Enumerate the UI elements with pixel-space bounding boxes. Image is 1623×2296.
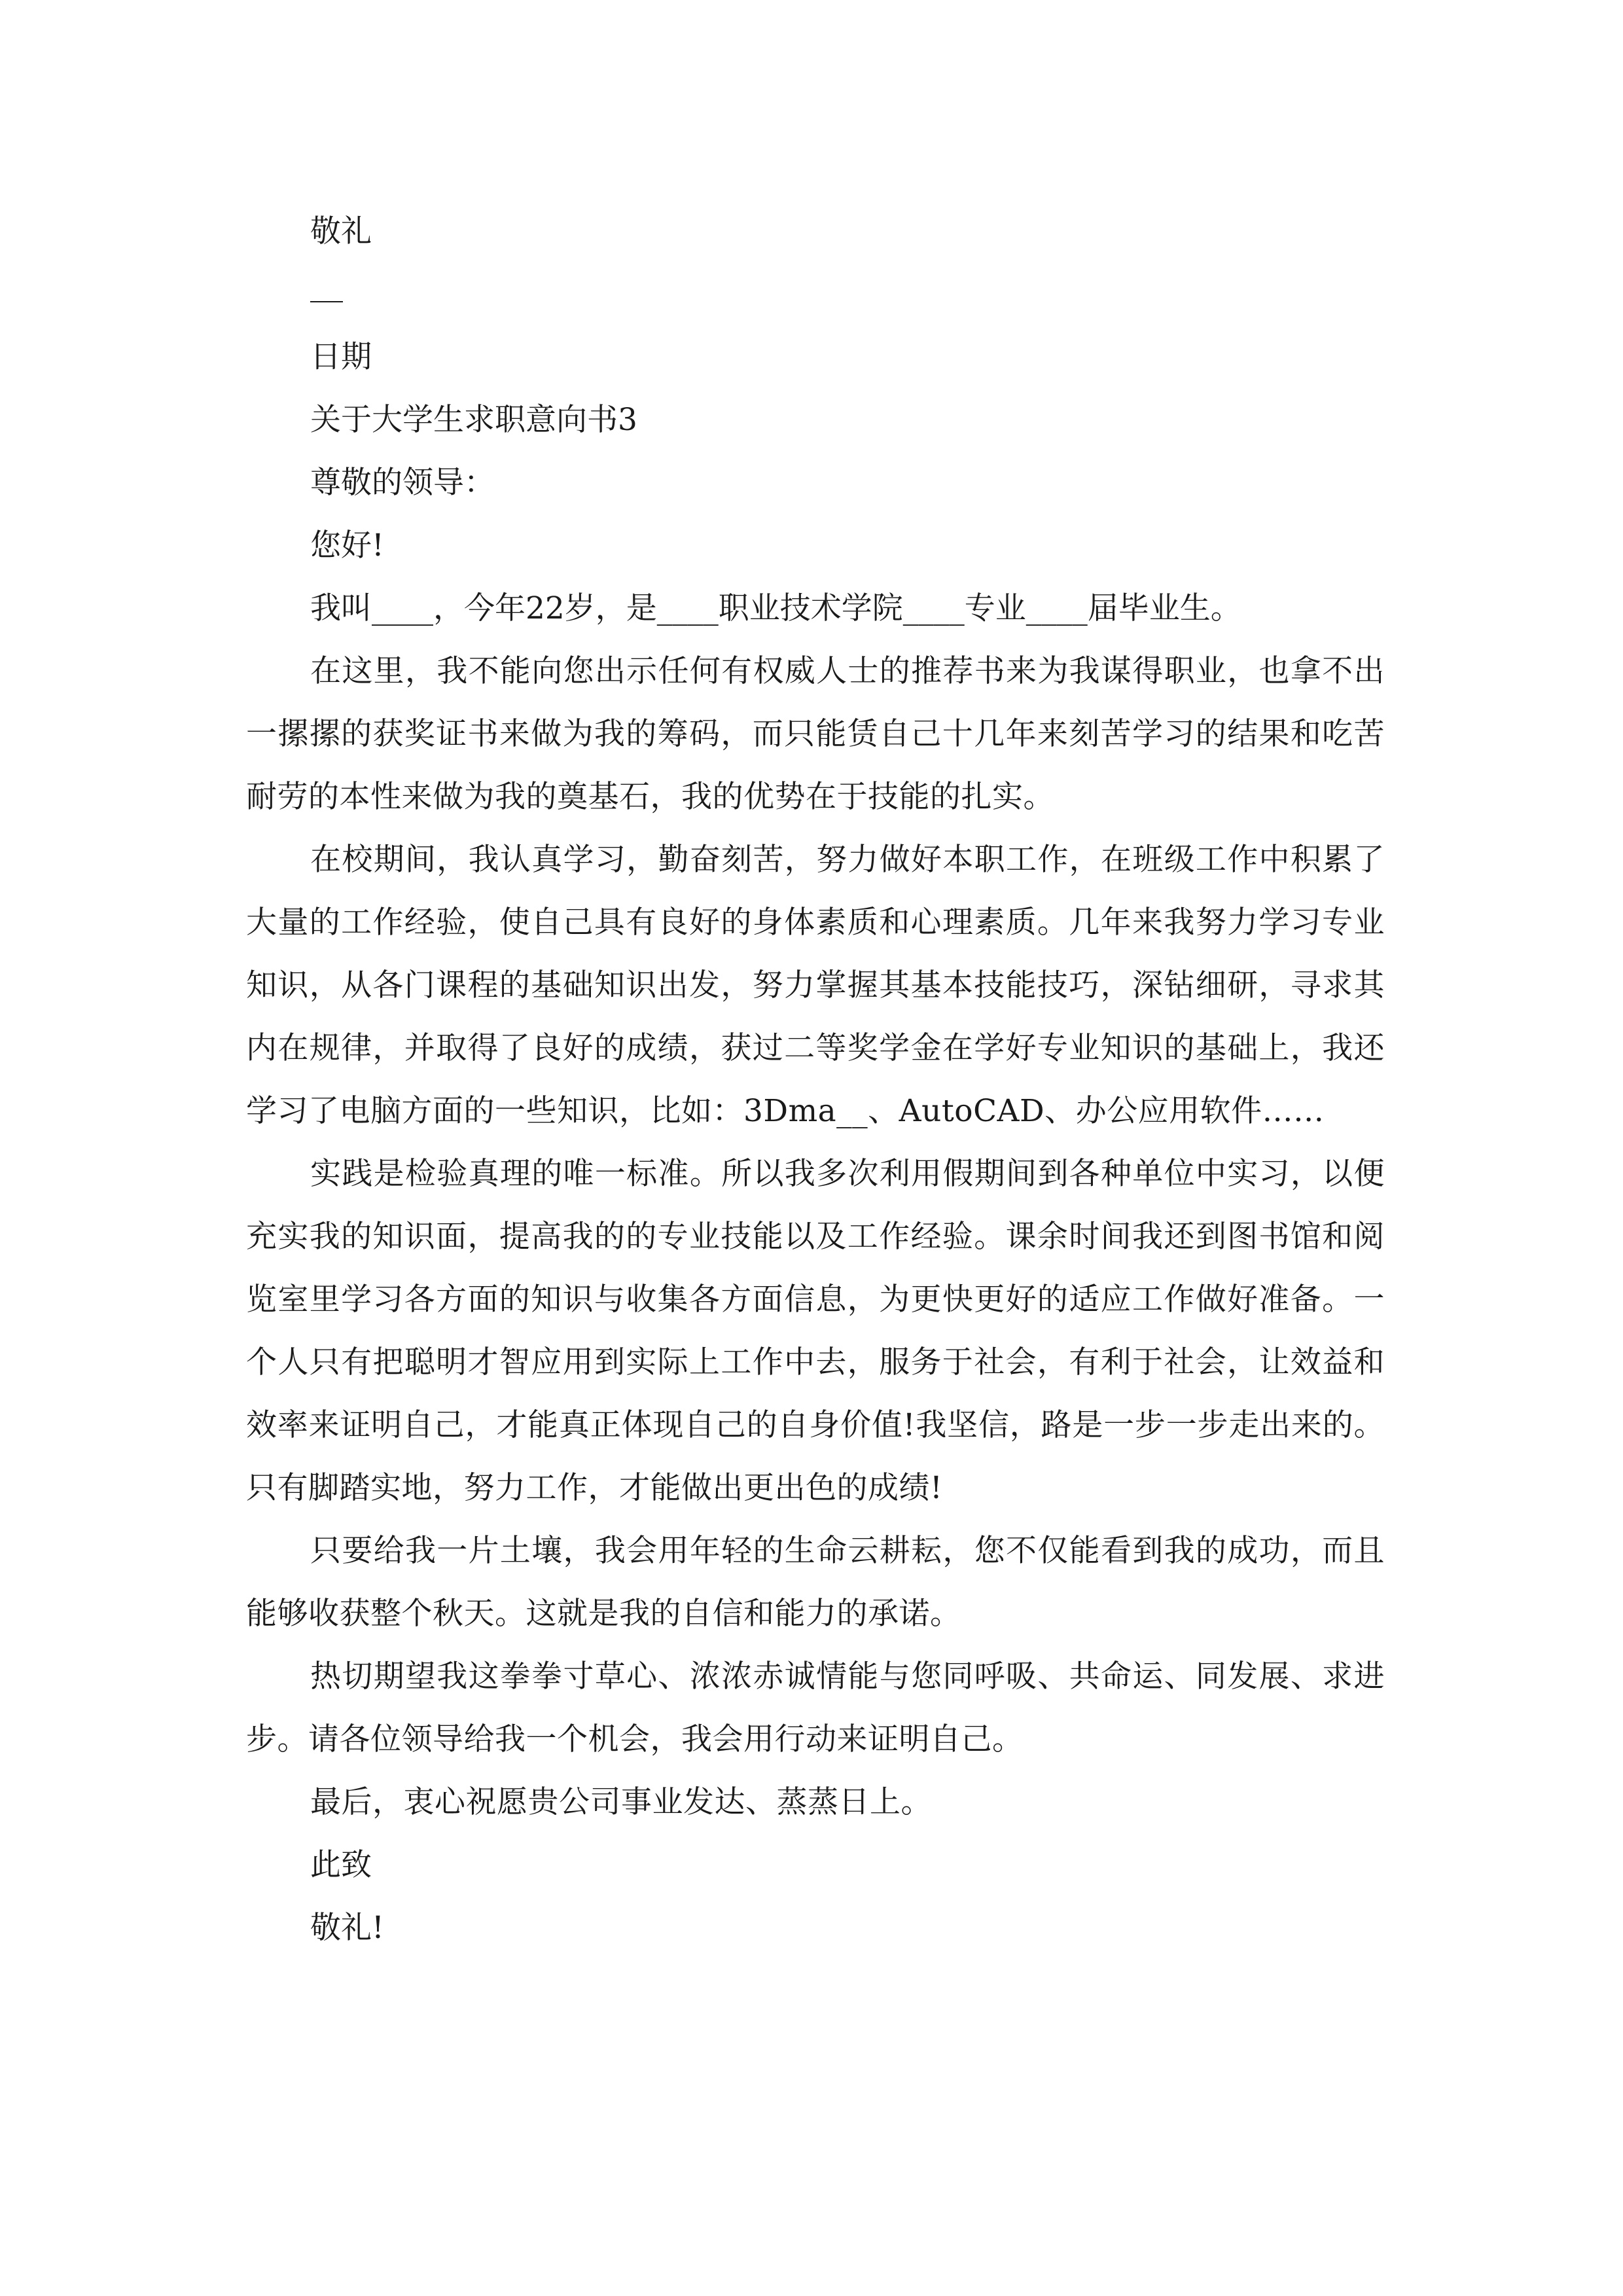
document-body: [246, 200, 1385, 1960]
date-label: 日期: [310, 339, 372, 375]
section-heading: 关于大学生求职意向书3: [310, 402, 637, 438]
closing-respect: 敬礼: [310, 213, 372, 249]
closing-cizhi: 此致: [310, 1847, 372, 1883]
intro-line: 我叫____，今年22岁，是____职业技术学院____专业____届毕业生。: [310, 590, 1241, 626]
paragraph-wishes: 最后，衷心祝愿贵公司事业发达、蒸蒸日上。: [310, 1784, 932, 1820]
closing-jingli: 敬礼!: [310, 1910, 384, 1946]
paragraph-practice: 实践是检验真理的唯一标准。所以我多次利用假期间到各种单位中实习，以便充实我的知识面，提高我的的专业技能以及工作经验。课余时间我还到图书馆和阅览室里学习各方面的知识与收集各方面信息，为更快更好的适应工作做好准备。一个人只有把聪明才智应用到实际上工作中去，服务于社会，有利于社会，让效益和效率来证明自己，才能真正体现自己的自身价值!我坚信，路是一步一步走出来的。只有脚踏实地，努力工作，才能做出更出色的成绩!: [246, 1156, 1385, 1506]
signature-line: [246, 263, 1385, 326]
paragraph-soil: 只要给我一片土壤，我会用年轻的生命云耕耘，您不仅能看到我的成功，而且能够收获整个秋天。这就是我的自信和能力的承诺。: [246, 1533, 1385, 1632]
salutation: 尊敬的领导：: [310, 465, 495, 501]
paragraph-hope: 热切期望我这拳拳寸草心、浓浓赤诚情能与您同呼吸、共命运、同发展、求进步。请各位领导给我一个机会，我会用行动来证明自己。: [246, 1659, 1385, 1757]
signature-dash: [310, 301, 343, 302]
greeting: 您好!: [310, 528, 384, 564]
paragraph-school-period: 在校期间，我认真学习，勤奋刻苦，努力做好本职工作，在班级工作中积累了大量的工作经验，使自己具有良好的身体素质和心理素质。几年来我努力学习专业知识，从各门课程的基础知识出发，努力掌握其基本技能技巧，深钻细研，寻求其内在规律，并取得了良好的成绩，获过二等奖学金在学好专业知识的基础上，我还学习了电脑方面的一些知识，比如：3Dma__、AutoCAD、办公应用软件……: [246, 842, 1385, 1129]
paragraph-recommendation: 在这里，我不能向您出示任何有权威人士的推荐书来为我谋得职业，也拿不出一摞摞的获奖证书来做为我的筹码，而只能赁自己十几年来刻苦学习的结果和吃苦耐劳的本性来做为我的奠基石，我的优势在于技能的扎实。: [246, 653, 1385, 815]
